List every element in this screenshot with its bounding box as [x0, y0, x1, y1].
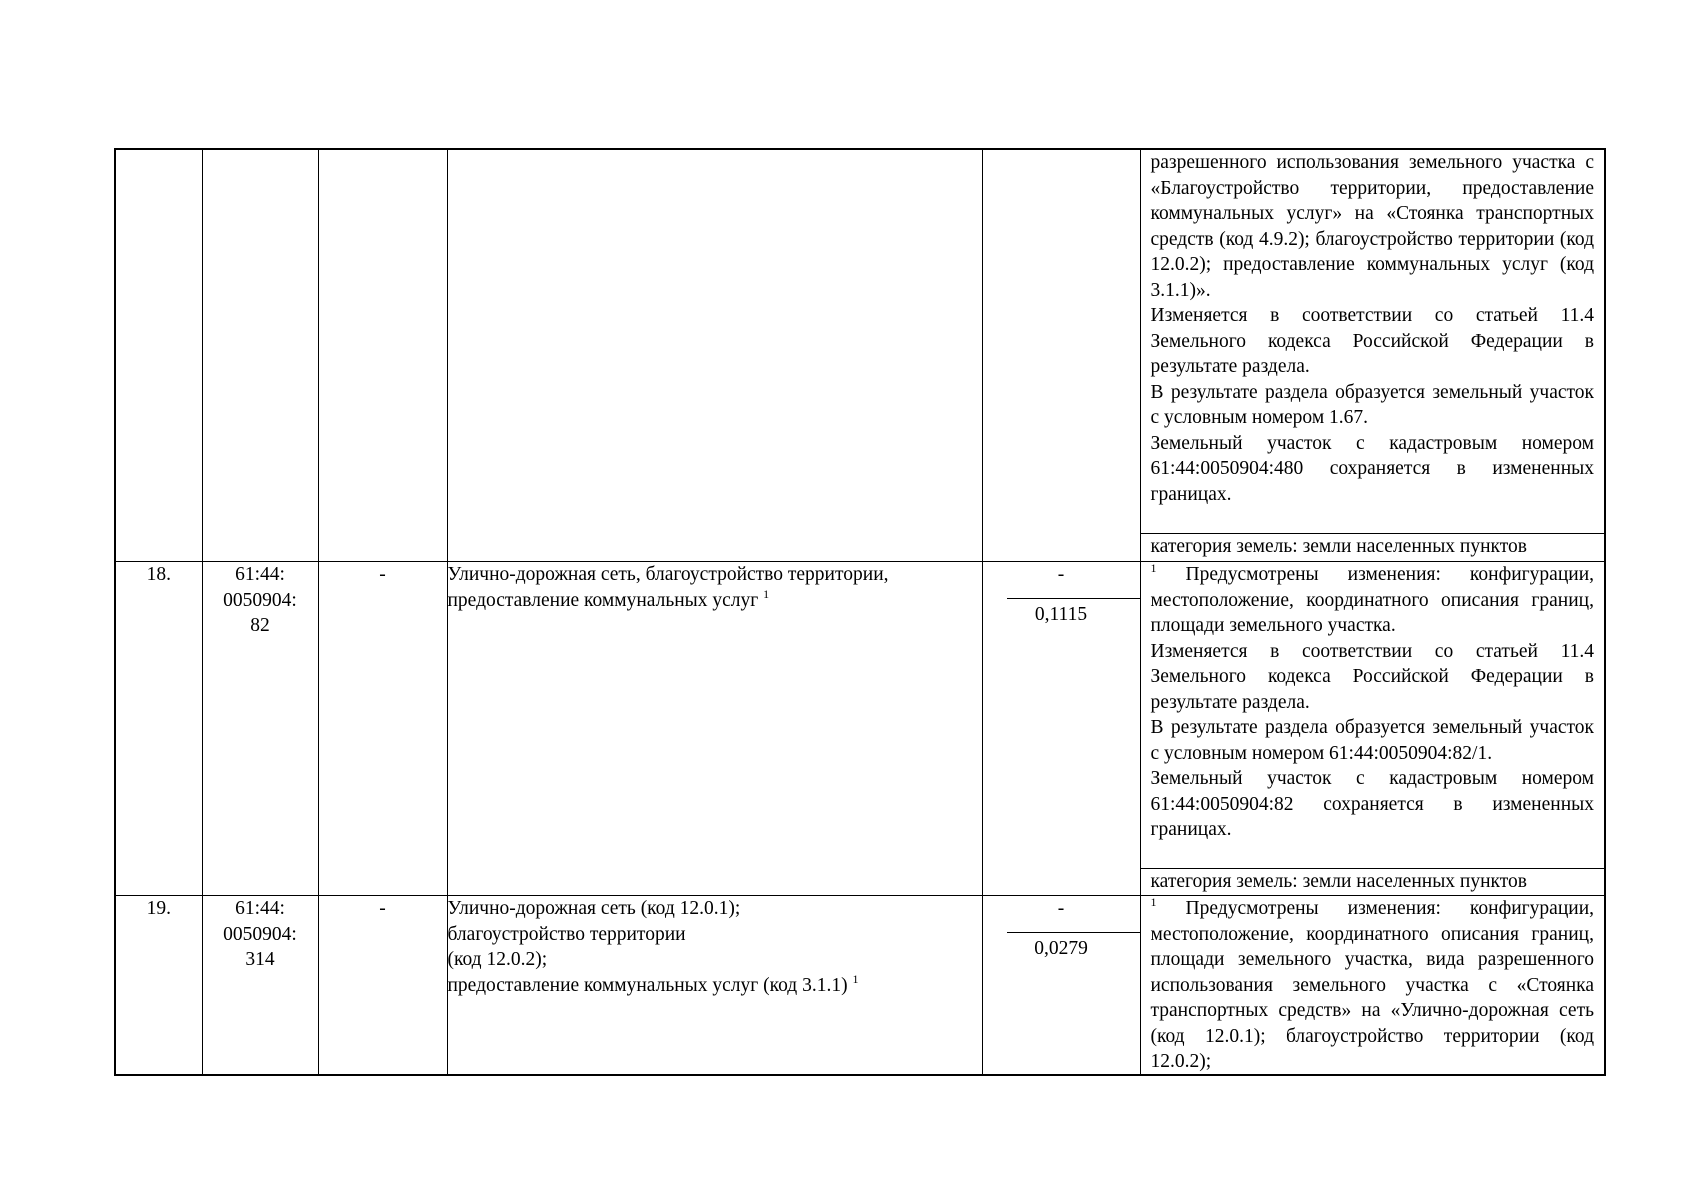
- note-paragraph: Изменяется в соответствии со статьей 11.4 Земельного кодекса Российской Федерации в результате раздела.: [1150, 640, 1594, 713]
- table-row: [115, 562, 1605, 896]
- note-paragraph: разрешенного использования земельного участка с «Благоустройство территории, предоставление коммунальных услуг» на «Стоянка транспортных средств (код 4.9.2); благоустройство территории (код 12.0.2); предоставление коммунальных услуг (код 3.1.1)».: [1150, 152, 1594, 301]
- use-line: предоставление коммунальных услуг: [447, 589, 759, 611]
- note-paragraph: Изменяется в соответствии со статьей 11.4 Земельного кодекса Российской Федерации в результате раздела.: [1150, 305, 1594, 377]
- cell-area: [982, 149, 1140, 562]
- note-text: Предусмотрены изменения: конфигурации, местоположение, координатного описания границ, площади земельного участка, вида разрешенного использования земельного участка с «Стоянка транспортных средств» на «Улично-дорожная сеть (код 12.0.1); благоустройство территории (код 12.0.2);: [1150, 898, 1595, 1072]
- cell-number: [115, 149, 202, 562]
- cadastral-part: 82: [250, 615, 270, 636]
- cell-dash: [318, 562, 447, 896]
- footnote-mark: 1: [763, 586, 770, 601]
- note-paragraph: [1151, 562, 1595, 639]
- cell-note: [1140, 562, 1605, 896]
- cell-cadastral: [202, 562, 318, 896]
- cadastral-part: 314: [245, 949, 275, 970]
- use-line: благоустройство территории: [447, 923, 686, 945]
- cell-area: [982, 562, 1140, 896]
- cell-use: [447, 562, 982, 896]
- row-number: 19.: [146, 898, 171, 919]
- cell-dash: [318, 896, 447, 1076]
- use-line: Улично-дорожная сеть, благоустройство территории,: [447, 564, 889, 585]
- dash-value: -: [379, 898, 386, 919]
- use-line: (код 12.0.2);: [447, 949, 548, 970]
- note-paragraph: [1151, 896, 1595, 1074]
- cell-number: [115, 562, 202, 896]
- footnote-mark: 1: [852, 971, 859, 986]
- area-value: 0,0279: [1034, 938, 1088, 959]
- cell-note: [1140, 149, 1605, 562]
- area-top-value: -: [1007, 896, 1140, 933]
- cell-dash: [318, 149, 447, 562]
- land-plots-table: [114, 148, 1606, 1076]
- cell-note: [1140, 896, 1605, 1076]
- table-row: [115, 896, 1605, 1076]
- cadastral-part: 0050904:: [223, 589, 297, 611]
- note-paragraph: В результате раздела образуется земельный участок с условным номером 61:44:0050904:82/1.: [1150, 717, 1594, 764]
- cadastral-part: 0050904:: [223, 923, 297, 945]
- use-line: предоставление коммунальных услуг (код 3.1.1): [447, 974, 848, 996]
- dash-value: -: [379, 564, 386, 585]
- use-line: Улично-дорожная сеть (код 12.0.1);: [447, 898, 741, 919]
- footnote-mark: 1: [1150, 561, 1157, 575]
- table-row: [115, 149, 1605, 562]
- cell-cadastral: [202, 896, 318, 1076]
- land-category: категория земель: земли населенных пунктов: [1141, 533, 1605, 560]
- note-text: Предусмотрены изменения: конфигурации, местоположение, координатного описания границ, площади земельного участка.: [1150, 564, 1595, 636]
- cell-use: [447, 896, 982, 1076]
- footnote-mark: 1: [1150, 896, 1157, 909]
- row-number: 18.: [146, 564, 171, 585]
- note-paragraph: Земельный участок с кадастровым номером 61:44:0050904:82 сохраняется в измененных границах.: [1150, 768, 1594, 840]
- land-category: категория земель: земли населенных пунктов: [1141, 868, 1605, 895]
- area-top-value: -: [1007, 562, 1140, 599]
- area-value: 0,1115: [1034, 604, 1088, 625]
- cell-area: [982, 896, 1140, 1076]
- cell-number: [115, 896, 202, 1076]
- cell-use: [447, 149, 982, 562]
- cell-cadastral: [202, 149, 318, 562]
- note-paragraph: Земельный участок с кадастровым номером 61:44:0050904:480 сохраняется в измененных границах.: [1150, 432, 1594, 505]
- cadastral-part: 61:44:: [235, 898, 285, 919]
- note-paragraph: В результате раздела образуется земельный участок с условным номером 1.67.: [1150, 381, 1594, 428]
- cadastral-part: 61:44:: [235, 564, 285, 585]
